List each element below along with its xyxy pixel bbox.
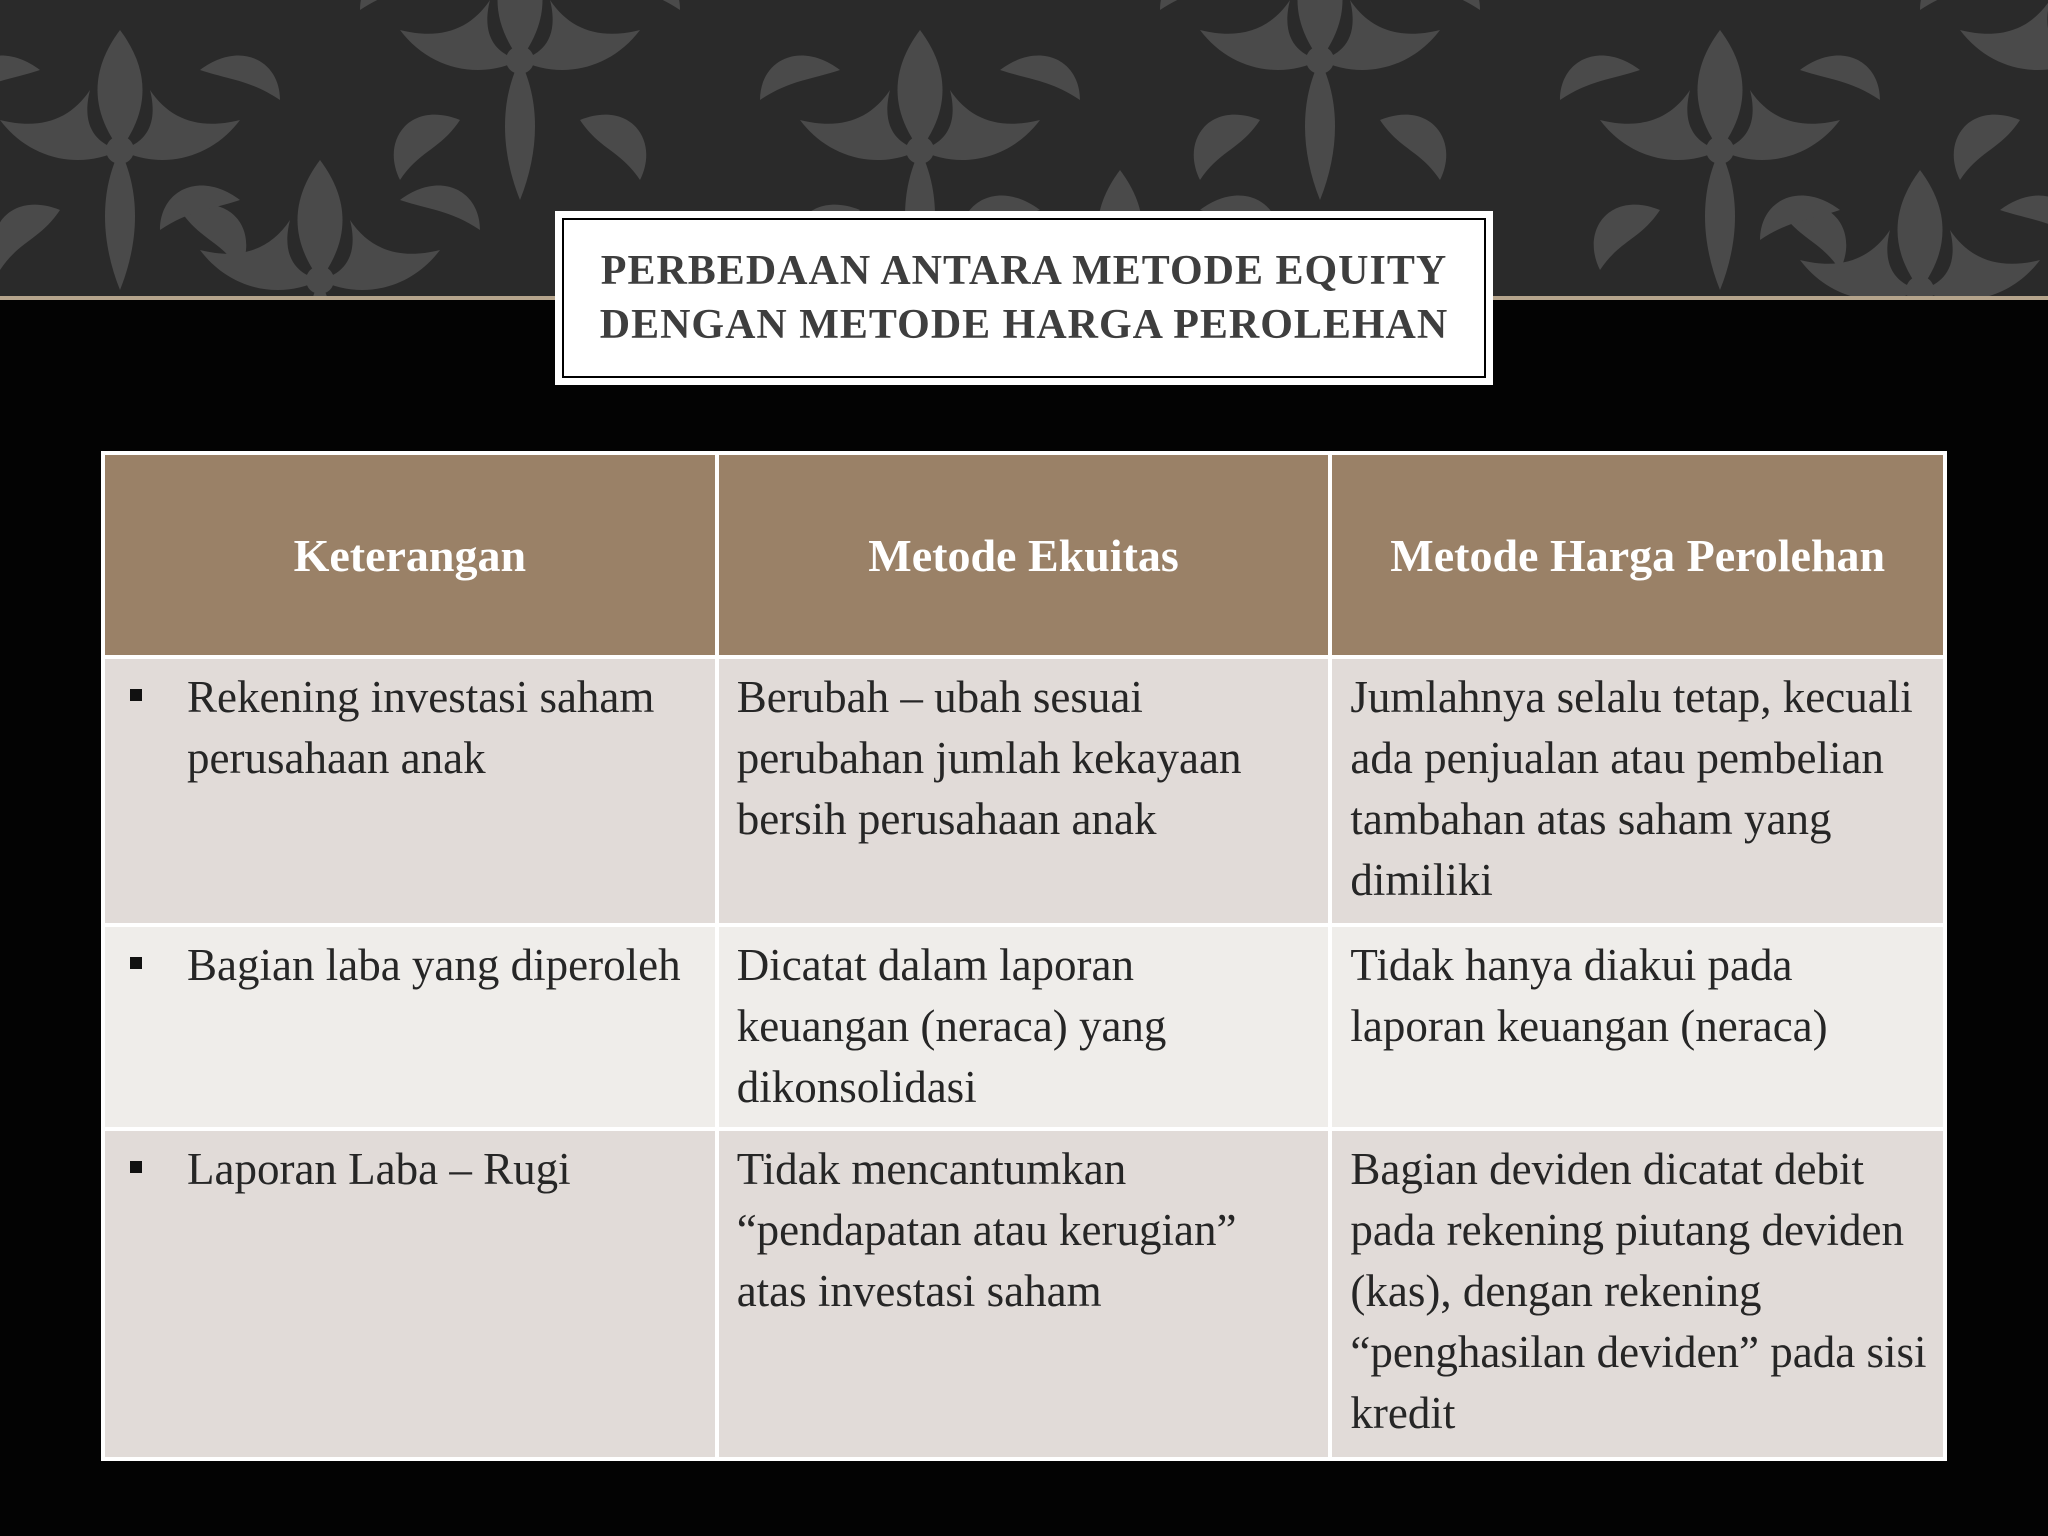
table-header-row [103,453,1945,657]
table-row [103,925,1945,1129]
harga-perolehan-cell: Jumlahnya selalu tetap, kecuali ada penjualan atau pembelian tambahan atas saham yang dimiliki [1330,657,1945,925]
square-bullet-icon [130,1161,142,1173]
ekuitas-cell: Tidak mencantumkan “pendapatan atau kerugian” atas investasi saham [717,1129,1331,1459]
harga-perolehan-cell: Bagian deviden dicatat debit pada rekening piutang deviden (kas), dengan rekening “penghasilan deviden” pada sisi kredit [1330,1129,1945,1459]
square-bullet-icon [130,689,142,701]
header-metode-harga-perolehan: Metode Harga Perolehan [1330,453,1945,657]
ekuitas-cell: Dicatat dalam laporan keuangan (neraca) yang dikonsolidasi [717,925,1331,1129]
slide-title: PERBEDAAN ANTARA METODE EQUITY DENGAN METODE HARGA PEROLEHAN [599,248,1449,348]
keterangan-text: Bagian laba yang diperoleh [187,940,681,990]
ekuitas-cell: Berubah – ubah sesuai perubahan jumlah kekayaan bersih perusahaan anak [717,657,1331,925]
header-keterangan: Keterangan [103,453,717,657]
keterangan-cell [103,657,717,925]
header-metode-ekuitas: Metode Ekuitas [717,453,1331,657]
square-bullet-icon [130,957,142,969]
table-row [103,1129,1945,1459]
comparison-table [101,451,1947,1461]
keterangan-text: Laporan Laba – Rugi [187,1144,571,1194]
keterangan-cell [103,925,717,1129]
table-row [103,657,1945,925]
keterangan-cell [103,1129,717,1459]
title-box [555,211,1493,385]
keterangan-text: Rekening investasi saham perusahaan anak [187,672,655,783]
harga-perolehan-cell: Tidak hanya diakui pada laporan keuangan (neraca) [1330,925,1945,1129]
